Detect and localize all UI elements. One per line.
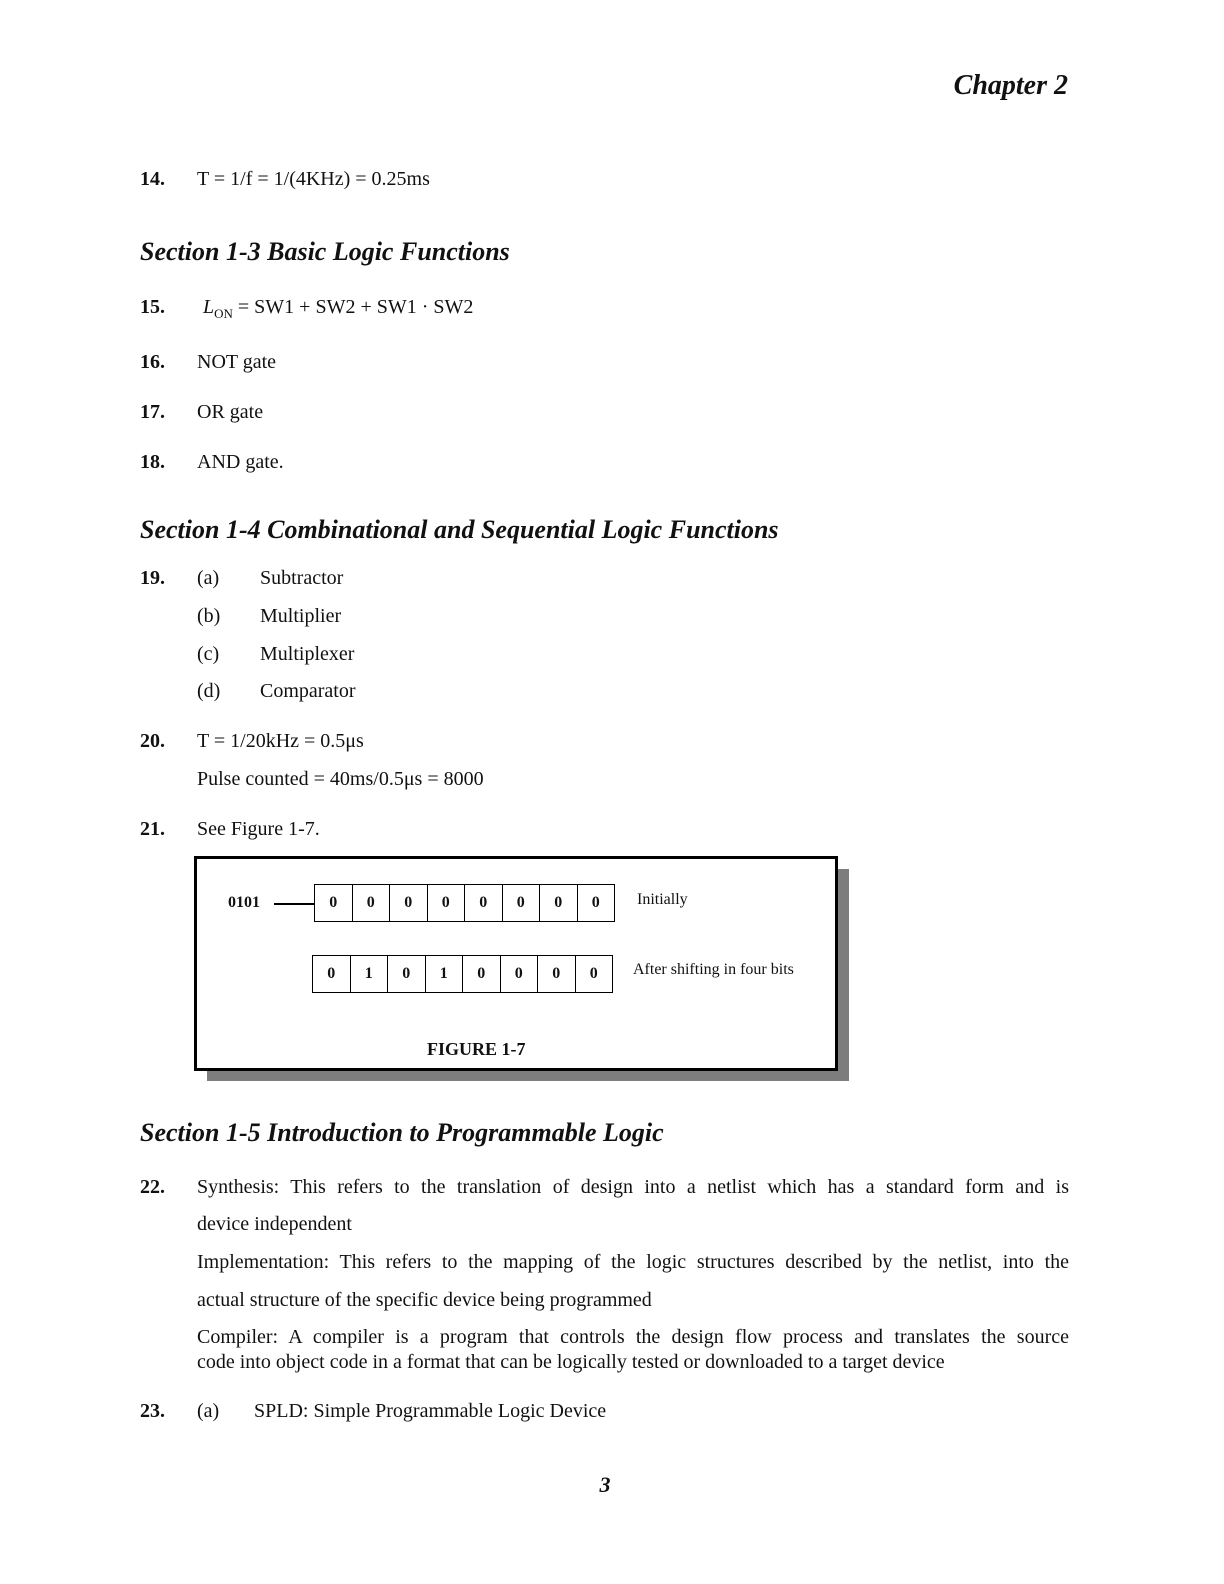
answer-19-label-c: (c) (197, 643, 220, 665)
figure-caption: FIGURE 1-7 (427, 1039, 526, 1059)
page-number: 3 (599, 1472, 611, 1497)
answer-15 (203, 296, 473, 322)
answer-20-line1: T = 1/20kHz = 0.5μs (197, 730, 364, 752)
register-initial (314, 884, 615, 922)
register-cell: 1 (351, 956, 389, 992)
section-1-3-heading: Section 1-3 Basic Logic Functions (140, 237, 510, 266)
synthesis-line-2: device independent (197, 1213, 352, 1235)
answer-14: T = 1/f = 1/(4KHz) = 0.25ms (197, 168, 430, 190)
question-number-17: 17. (140, 401, 165, 423)
register-cell: 0 (589, 965, 598, 982)
question-number-16: 16. (140, 351, 165, 373)
register-cell: 0 (390, 885, 428, 921)
answer-19-label-b: (b) (197, 605, 221, 627)
answer-23-label-a: (a) (197, 1400, 220, 1422)
answer-21: See Figure 1-7. (197, 818, 320, 840)
question-number-14: 14. (140, 168, 165, 190)
answer-19-label-d: (d) (197, 680, 221, 702)
question-number-18: 18. (140, 451, 165, 473)
register-shifted-note: After shifting in four bits (633, 961, 794, 978)
synthesis-line-1: Synthesis: This refers to the translation of design into a netlist which has a standard form and is (197, 1176, 1069, 1198)
answer-20-line2: Pulse counted = 40ms/0.5μs = 8000 (197, 768, 484, 790)
register-cell: 1 (426, 956, 464, 992)
register-cell: 0 (463, 956, 501, 992)
section-1-5-heading: Section 1-5 Introduction to Programmable Logic (140, 1118, 664, 1147)
register-cell: 0 (503, 885, 541, 921)
answer-19-text-d: Comparator (260, 680, 356, 702)
question-number-20: 20. (140, 730, 165, 752)
compiler-line-2: code into object code in a format that can be logically tested or downloaded to a target device (197, 1351, 945, 1373)
answer-19-text-a: Subtractor (260, 567, 344, 589)
register-shifted (312, 955, 613, 993)
section-1-4-heading: Section 1-4 Combinational and Sequential Logic Functions (140, 515, 779, 544)
register-cell: 0 (501, 956, 539, 992)
answer-16: NOT gate (197, 351, 277, 373)
register-cell: 0 (591, 894, 600, 911)
answer-23-text-a: SPLD: Simple Programmable Logic Device (254, 1400, 607, 1422)
question-number-21: 21. (140, 818, 165, 840)
implementation-line-1: Implementation: This refers to the mapping of the logic structures described by the netlist, into the (197, 1251, 1069, 1273)
answer-18: AND gate. (197, 451, 284, 473)
figure-input-label: 0101 (228, 894, 260, 911)
answer-17: OR gate (197, 401, 264, 423)
answer-19-text-c: Multiplexer (260, 643, 355, 665)
chapter-header: Chapter 2 (953, 70, 1068, 101)
lon-symbol: $L_{ON}$ (203, 296, 233, 321)
answer-19-label-a: (a) (197, 567, 220, 589)
answer-15-expression: = SW1 + SW2 + SW1 · SW2 (232, 296, 474, 318)
register-cell: 0 (538, 956, 576, 992)
register-initial-note: Initially (637, 891, 688, 908)
register-cell: 0 (540, 885, 578, 921)
question-number-15: 15. (140, 296, 165, 318)
figure-1-7 (194, 856, 838, 1071)
question-number-19: 19. (140, 567, 165, 589)
answer-19-text-b: Multiplier (260, 605, 342, 627)
question-number-22: 22. (140, 1176, 165, 1198)
register-cell: 0 (428, 885, 466, 921)
input-line (274, 903, 314, 905)
register-cell: 0 (315, 885, 353, 921)
register-cell: 0 (353, 885, 391, 921)
register-cell: 0 (465, 885, 503, 921)
implementation-line-2: actual structure of the specific device being programmed (197, 1289, 652, 1311)
compiler-line-1: Compiler: A compiler is a program that controls the design flow process and translates the source (197, 1326, 1069, 1348)
register-cell: 0 (313, 956, 351, 992)
question-number-23: 23. (140, 1400, 165, 1422)
register-cell: 0 (388, 956, 426, 992)
